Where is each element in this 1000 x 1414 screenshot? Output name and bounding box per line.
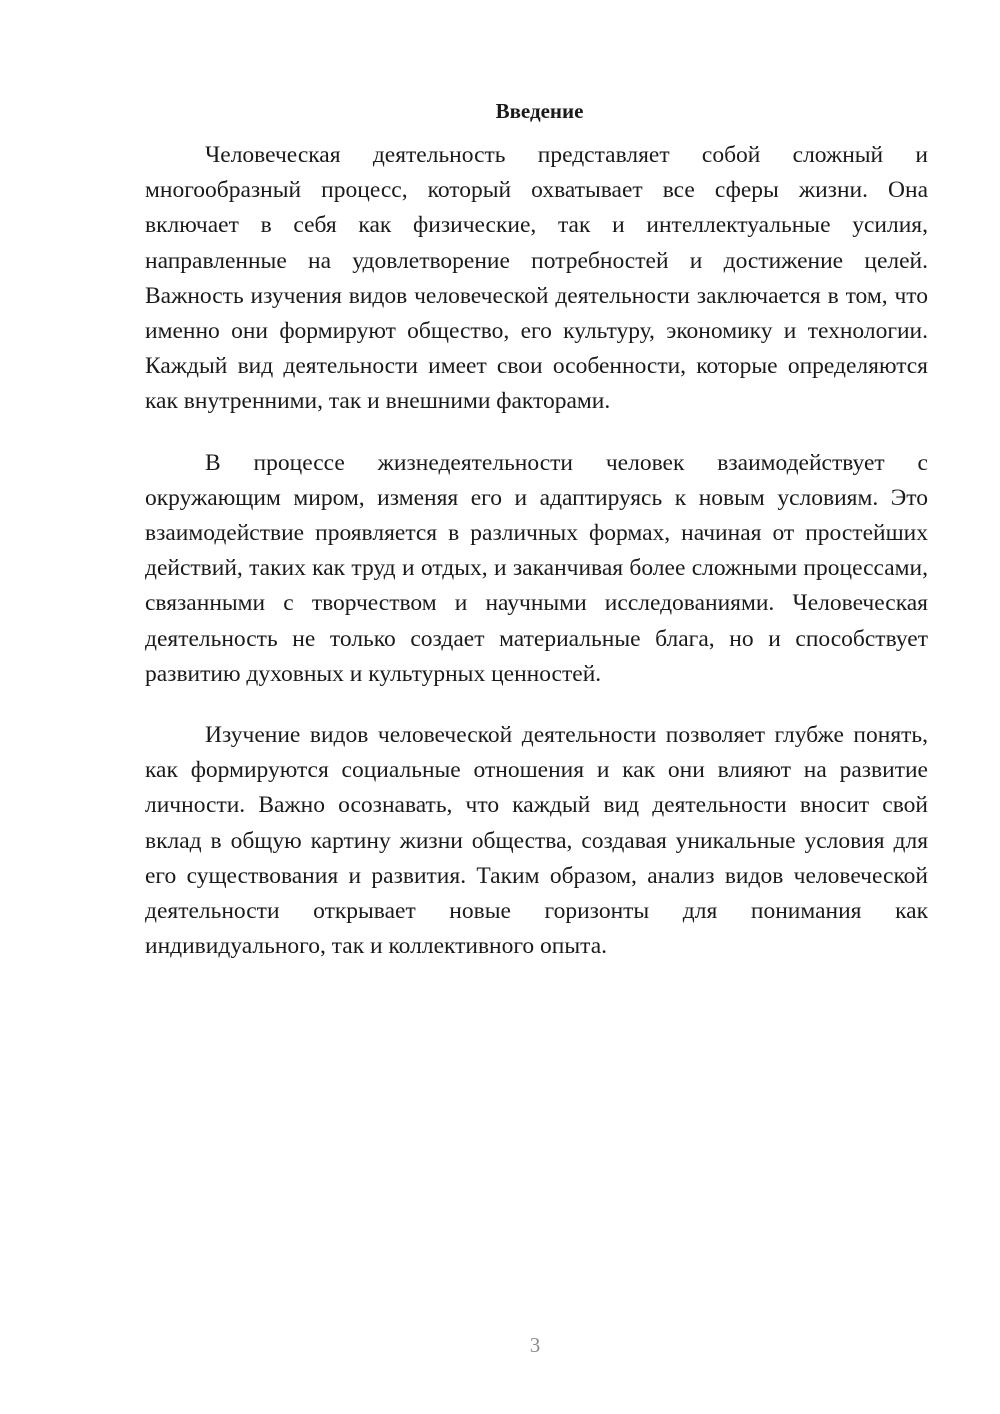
paragraph-2: В процессе жизнедеятельности человек взаимодействует с окружающим миром, изменяя его и адаптируясь к новым условиям. Это взаимодействие проявляется в различных формах, начиная от простейших действий, таких как труд и отдых, и заканчивая более сложными процессами, связанными с творчеством и научными исследованиями. Человеческая деятельность не только создает материальные блага, но и способствует развитию духовных и культурных ценностей. [145, 449, 928, 687]
paragraph-1: Человеческая деятельность представляет собой сложный и многообразный процесс, который охватывает все сферы жизни. Она включает в себя как физические, так и интеллектуальные усилия, направленные на удовлетворение потребностей и достижение целей. Важность изучения видов человеческой деятельности заключается в том, что именно они формируют общество, его культуру, экономику и технологии. Каждый вид деятельности имеет свои особенности, которые определяются как внутренними, так и внешними факторами. [145, 142, 928, 415]
page-content [145, 96, 928, 990]
paragraph-3: Изучение видов человеческой деятельности позволяет глубже понять, как формируются социальные отношения и как они влияют на развитие личности. Важно осознавать, что каждый вид деятельности вносит свой вклад в общую картину жизни общества, создавая уникальные условия для его существования и развития. Таким образом, анализ видов человеческой деятельности открывает новые горизонты для понимания как индивидуального, так и коллективного опыта. [145, 722, 928, 960]
page-number: 3 [529, 1333, 541, 1357]
section-title: Введение [495, 99, 584, 123]
